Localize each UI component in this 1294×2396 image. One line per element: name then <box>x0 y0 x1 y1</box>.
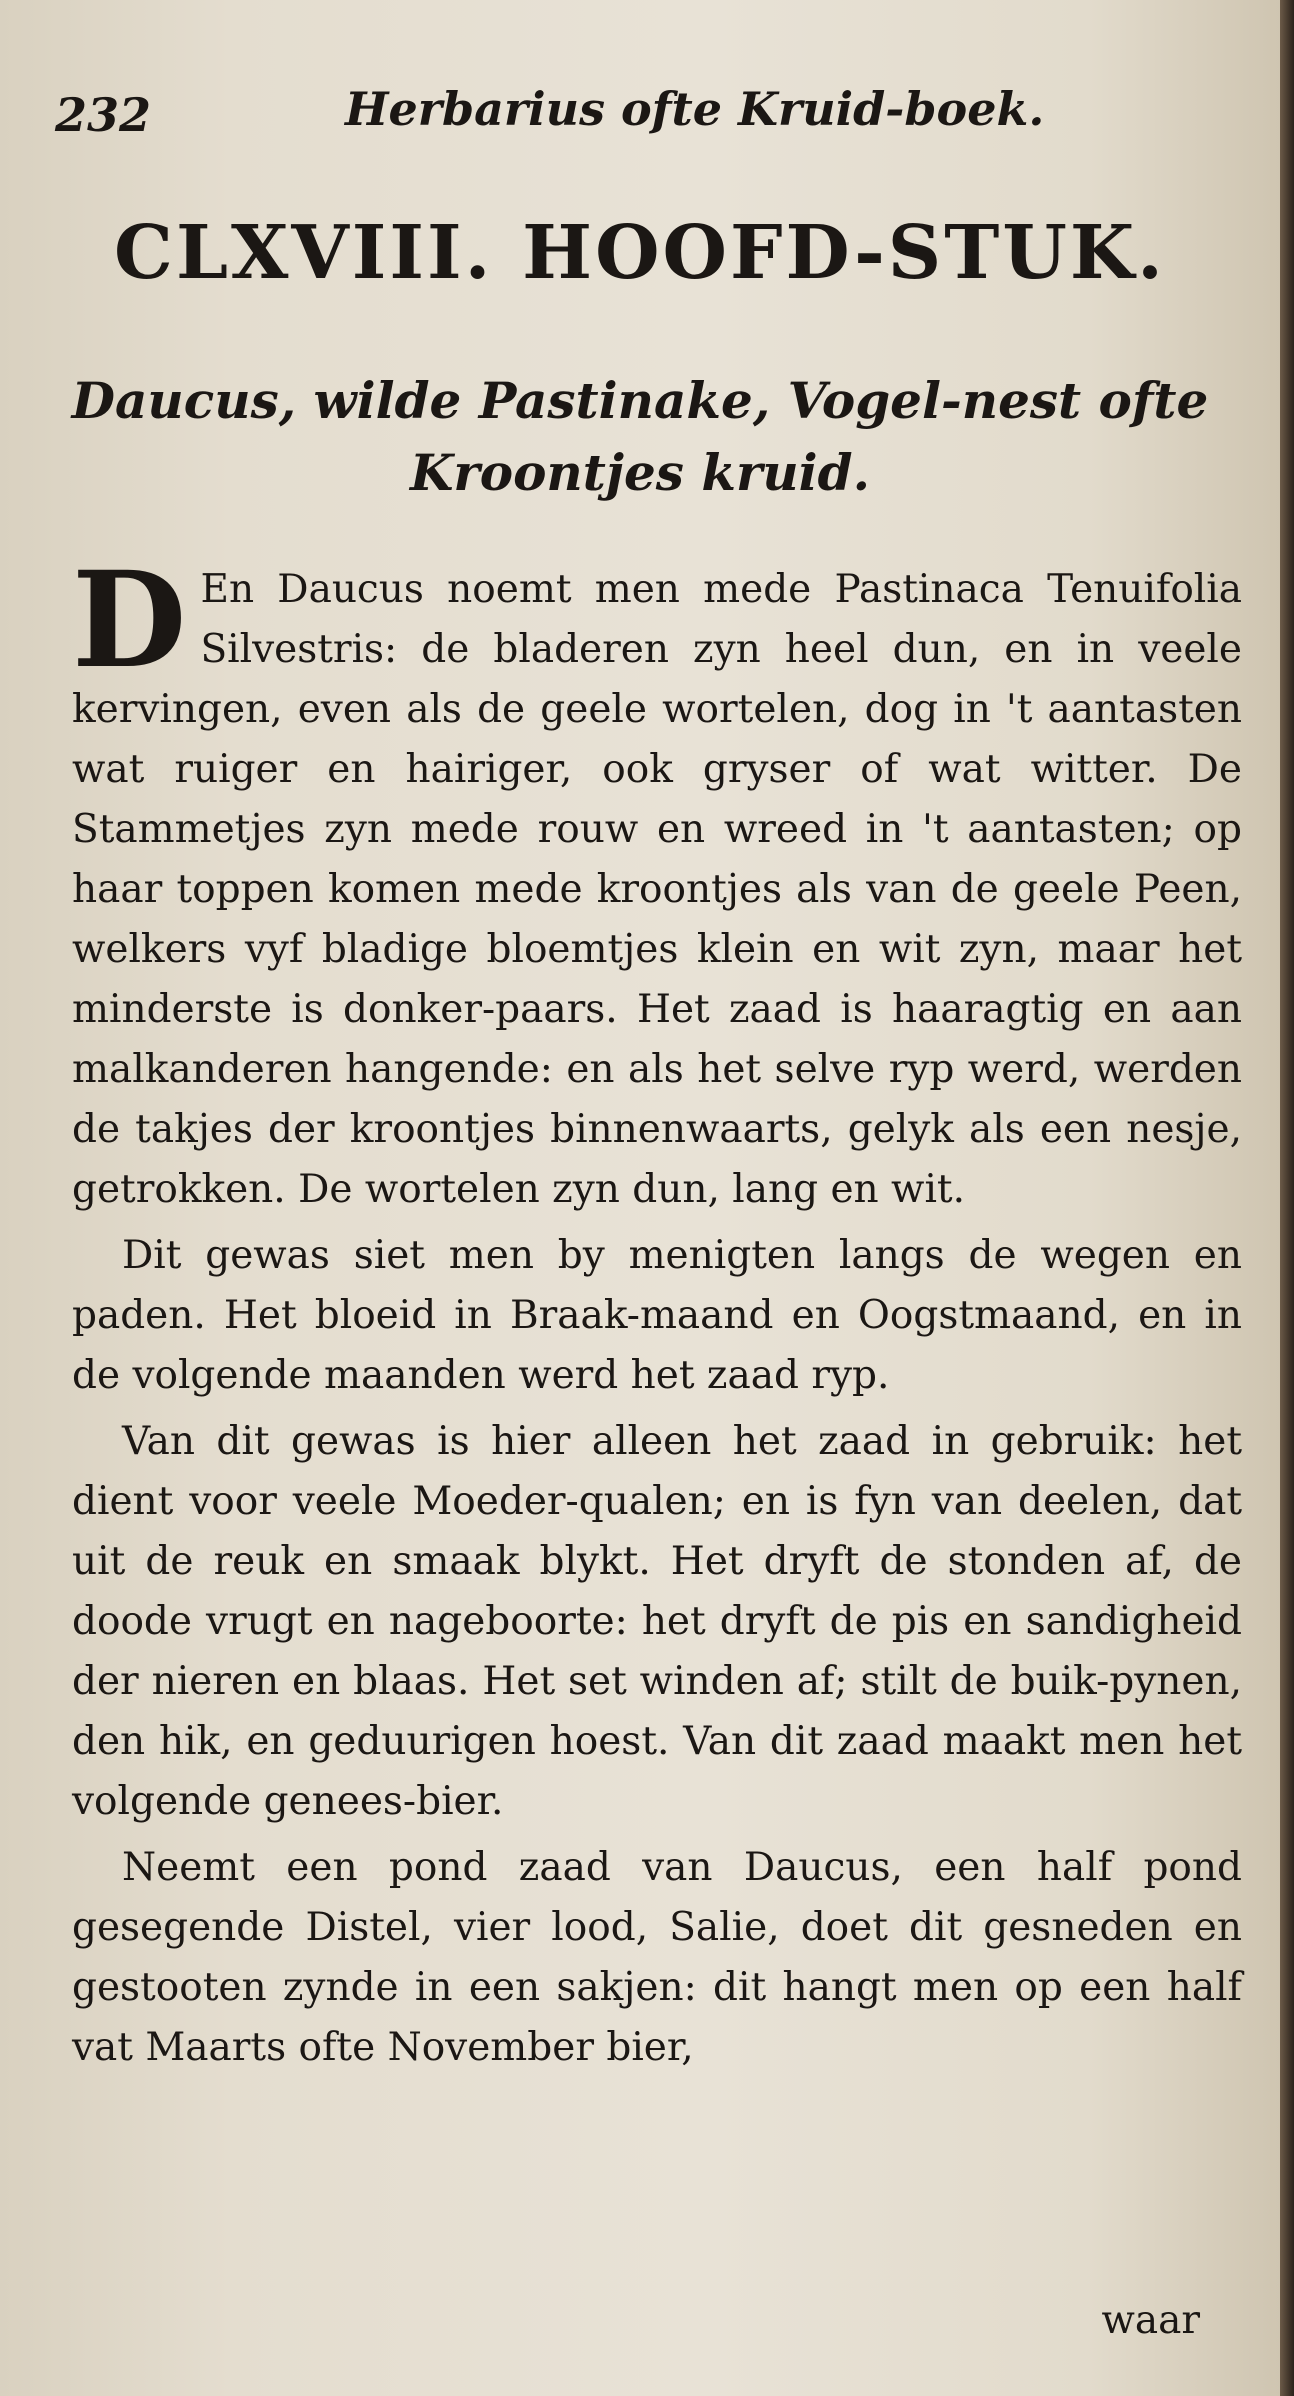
paragraph-1-text: En Daucus noemt men mede Pastinaca Tenuifolia Silvestris: de bladeren zyn heel dun, en in veele kervingen, even als de geele wortelen, dog in 't aantasten wat ruiger en hairiger, ook gryser of wat witter. De Stammetjes zyn mede rouw en wreed in 't aantasten; op haar toppen komen mede kroontjes als van de geele Peen, welkers vyf bladige bloemtjes klein en wit zyn, maar het minderste is donker-paars. Het zaad is haaragtig en aan malkanderen hangende: en als het selve ryp werd, werden de takjes der kroontjes binnenwaarts, gelyk als een nesje, getrokken. De wortelen zyn dun, lang en wit. <box>72 567 1242 1212</box>
drop-cap: D <box>72 543 187 698</box>
paragraph-1 <box>72 543 1242 1220</box>
subtitle-line-2: Kroontjes kruid. <box>409 443 871 502</box>
paragraph-3: Van dit gewas is hier alleen het zaad in gebruik: het dient voor veele Moeder-qualen; en is fyn van deelen, dat uit de reuk en smaak blykt. Het dryft de stonden af, de doode vrugt en nageboorte: het dryft de pis en sandigheid der nieren en blaas. Het set winden af; stilt de buik-pynen, den hik, en geduurigen hoest. Van dit zaad maakt men het volgende genees-bier. <box>72 1419 1242 1824</box>
running-head: Herbarius ofte Kruid-boek. <box>345 82 1045 136</box>
subtitle-line-1: Daucus, wilde Pastinake, Vogel-nest ofte <box>71 371 1209 430</box>
paragraph-4: Neemt een pond zaad van Daucus, een half pond gesegende Distel, vier lood, Salie, doet dit gesneden en gestooten zynde in een sakjen: dit hangt men op een half vat Maarts ofte November bier, <box>72 1845 1242 2070</box>
page-header <box>55 70 1235 140</box>
chapter-title: CLXVIII. HOOFD-STUK. <box>114 210 1166 296</box>
chapter-subtitle <box>0 365 1280 509</box>
page-number: 232 <box>55 88 152 142</box>
paragraph-2: Dit gewas siet men by menigten langs de wegen en paden. Het bloeid in Braak-maand en Oogstmaand, en in de volgende maanden werd het zaad ryp. <box>72 1233 1242 1398</box>
catchword: waar <box>1101 2298 1200 2343</box>
book-gutter-edge <box>1280 0 1294 2396</box>
chapter-body <box>72 543 1242 2084</box>
